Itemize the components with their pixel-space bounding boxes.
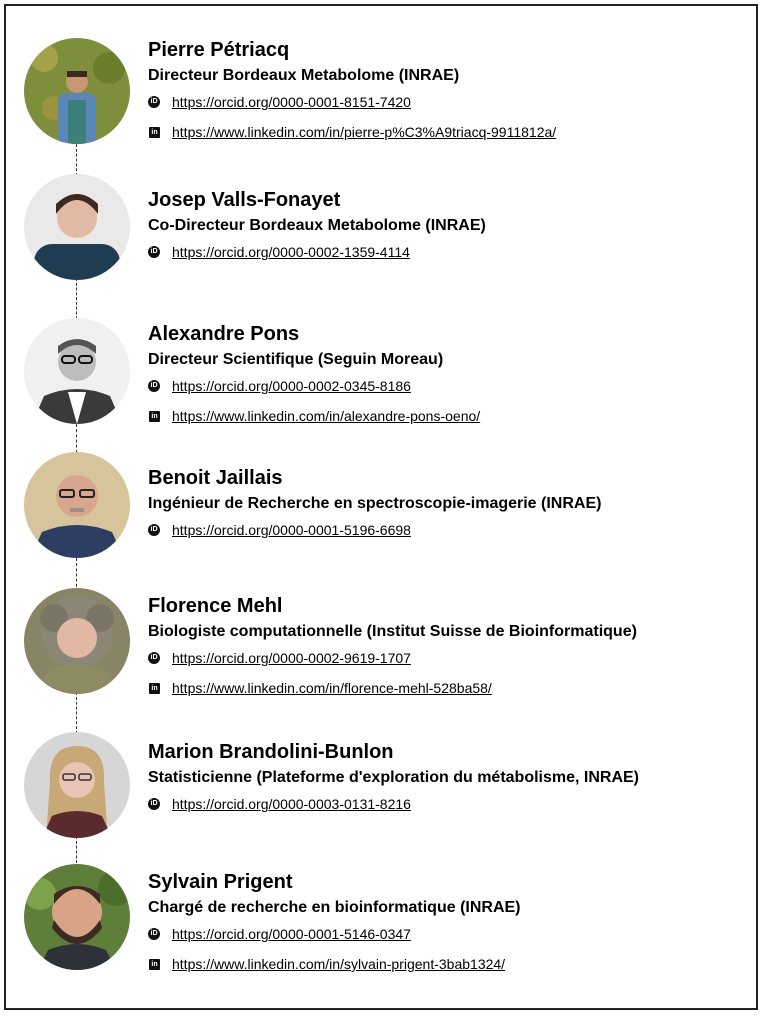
- linkedin-link[interactable]: https://www.linkedin.com/in/alexandre-pons-oeno/: [172, 408, 481, 424]
- linkedin-icon: in: [149, 411, 160, 422]
- person-name: Pierre Pétriacq: [148, 39, 290, 61]
- person-name: Marion Brandolini-Bunlon: [148, 741, 394, 763]
- orcid-link[interactable]: https://orcid.org/0000-0001-5196-6698: [172, 522, 411, 538]
- orcid-link[interactable]: https://orcid.org/0000-0001-8151-7420: [172, 94, 411, 110]
- orcid-link[interactable]: https://orcid.org/0000-0002-1359-4114: [172, 244, 410, 260]
- linkedin-link[interactable]: https://www.linkedin.com/in/sylvain-prigent-3bab1324/: [172, 956, 506, 972]
- orcid-icon: iD: [148, 96, 160, 108]
- avatar: [24, 174, 130, 280]
- avatar: [24, 864, 130, 970]
- orcid-icon: iD: [148, 246, 160, 258]
- linkedin-icon: in: [149, 127, 160, 138]
- person-role: Directeur Scientifique (Seguin Moreau): [148, 351, 444, 368]
- person-name: Florence Mehl: [148, 595, 283, 617]
- avatar: [24, 452, 130, 558]
- timeline-connector: [76, 558, 77, 592]
- timeline-connector: [76, 144, 77, 176]
- orcid-icon: iD: [148, 524, 160, 536]
- orcid-icon: iD: [148, 380, 160, 392]
- person-name: Sylvain Prigent: [148, 871, 293, 893]
- timeline-connector: [76, 692, 77, 734]
- avatar: [24, 318, 130, 424]
- person-role: Biologiste computationnelle (Institut Suisse de Bioinformatique): [148, 623, 637, 640]
- linkedin-link[interactable]: https://www.linkedin.com/in/florence-mehl-528ba58/: [172, 680, 492, 696]
- orcid-icon: iD: [148, 928, 160, 940]
- person-role: Co-Directeur Bordeaux Metabolome (INRAE): [148, 217, 486, 234]
- avatar: [24, 38, 130, 144]
- orcid-link[interactable]: https://orcid.org/0000-0003-0131-8216: [172, 796, 411, 812]
- linkedin-icon: in: [149, 959, 160, 970]
- person-role: Directeur Bordeaux Metabolome (INRAE): [148, 67, 460, 84]
- team-panel: [4, 4, 758, 1010]
- avatar: [24, 588, 130, 694]
- linkedin-icon: in: [149, 683, 160, 694]
- person-name: Alexandre Pons: [148, 323, 300, 345]
- person-role: Chargé de recherche en bioinformatique (INRAE): [148, 899, 521, 916]
- orcid-link[interactable]: https://orcid.org/0000-0001-5146-0347: [172, 926, 411, 942]
- orcid-link[interactable]: https://orcid.org/0000-0002-9619-1707: [172, 650, 411, 666]
- orcid-link[interactable]: https://orcid.org/0000-0002-0345-8186: [172, 378, 411, 394]
- person-role: Statisticienne (Plateforme d'exploration du métabolisme, INRAE): [148, 769, 640, 786]
- person-name: Josep Valls-Fonayet: [148, 189, 341, 211]
- orcid-icon: iD: [148, 652, 160, 664]
- person-name: Benoit Jaillais: [148, 467, 283, 489]
- avatar: [24, 732, 130, 838]
- orcid-icon: iD: [148, 798, 160, 810]
- person-role: Ingénieur de Recherche en spectroscopie-imagerie (INRAE): [148, 495, 602, 512]
- linkedin-link[interactable]: https://www.linkedin.com/in/pierre-p%C3%A9triacq-9911812a/: [172, 124, 557, 140]
